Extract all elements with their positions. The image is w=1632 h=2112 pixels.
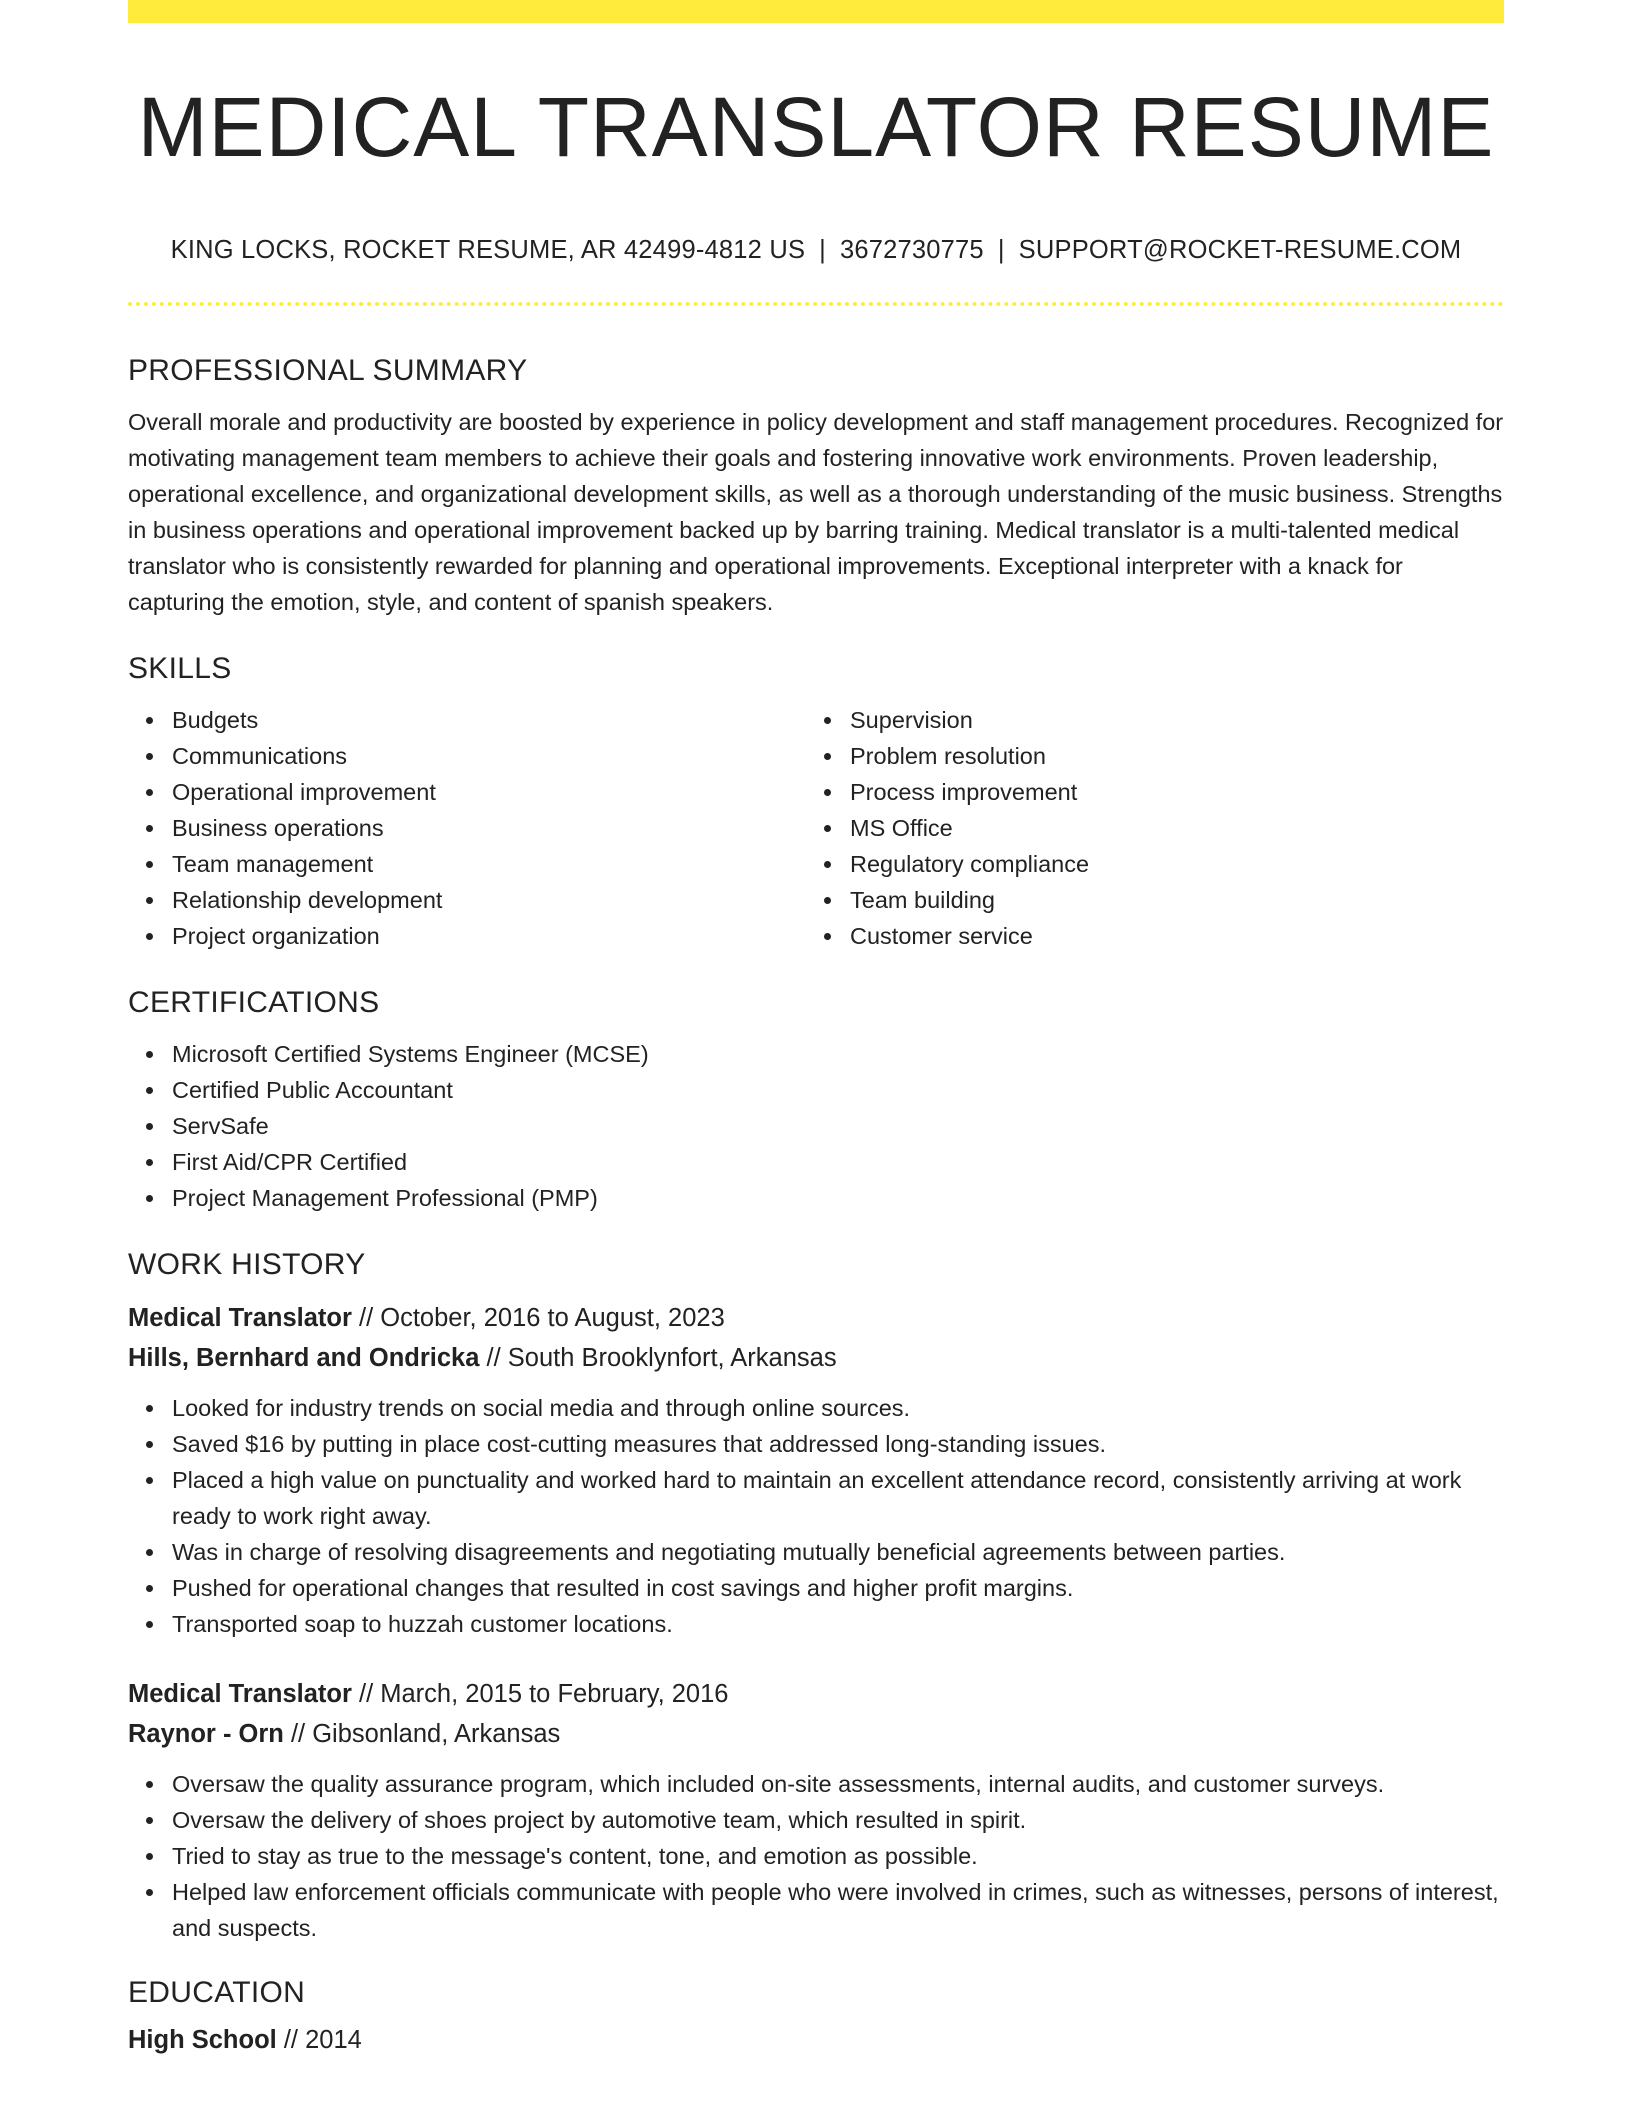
contact-separator: | bbox=[819, 236, 826, 264]
skill-item-text: MS Office bbox=[850, 814, 953, 841]
job-bullet-text: Saved $16 by putting in place cost-cutting measures that addressed long-standing issues. bbox=[172, 1430, 1107, 1457]
job-bullet bbox=[128, 1874, 1504, 1946]
job-bullets bbox=[128, 1766, 1504, 1946]
skill-item bbox=[128, 774, 806, 810]
certification-item-text: ServSafe bbox=[172, 1112, 269, 1139]
job-bullet bbox=[128, 1390, 1504, 1426]
top-accent-bar bbox=[128, 0, 1504, 23]
bullet-icon bbox=[146, 1441, 153, 1448]
job-company: Raynor - Orn bbox=[128, 1719, 284, 1748]
certification-item-text: Project Management Professional (PMP) bbox=[172, 1184, 598, 1211]
bullet-icon bbox=[146, 1781, 153, 1788]
job-bullets bbox=[128, 1390, 1504, 1642]
bullet-icon bbox=[824, 825, 831, 832]
certification-item-text: Microsoft Certified Systems Engineer (MCSE) bbox=[172, 1040, 649, 1067]
summary-heading: PROFESSIONAL SUMMARY bbox=[128, 353, 528, 387]
bullet-icon bbox=[824, 717, 831, 724]
skill-item bbox=[806, 882, 1484, 918]
bullet-icon bbox=[146, 861, 153, 868]
skill-item bbox=[128, 846, 806, 882]
job-title: Medical Translator bbox=[128, 1679, 352, 1708]
bullet-icon bbox=[824, 789, 831, 796]
skill-item-text: Team management bbox=[172, 850, 374, 877]
bullet-icon bbox=[146, 1159, 153, 1166]
skill-item-text: Regulatory compliance bbox=[850, 850, 1090, 877]
job-title-line bbox=[128, 1674, 1504, 1714]
bullet-icon bbox=[146, 1585, 153, 1592]
skill-item-text: Business operations bbox=[172, 814, 384, 841]
certification-item-text: First Aid/CPR Certified bbox=[172, 1148, 408, 1175]
job-bullet-text: Tried to stay as true to the message's content, tone, and emotion as possible. bbox=[172, 1842, 978, 1869]
job-bullet bbox=[128, 1534, 1504, 1570]
skills-columns bbox=[128, 702, 1504, 954]
job-bullet-text: Helped law enforcement officials communicate with people who were involved in crimes, such as witnesses, persons of interest, and suspects. bbox=[172, 1878, 1499, 1941]
certification-item bbox=[128, 1072, 1504, 1108]
job-title-line bbox=[128, 1298, 1504, 1338]
skill-item bbox=[806, 846, 1484, 882]
contact-separator: | bbox=[997, 236, 1005, 264]
job-bullet bbox=[128, 1766, 1504, 1802]
job-location: // South Brooklynfort, Arkansas bbox=[479, 1343, 837, 1372]
bullet-icon bbox=[146, 1549, 153, 1556]
job-dates: // March, 2015 to February, 2016 bbox=[351, 1679, 729, 1708]
job-title: Medical Translator bbox=[128, 1303, 352, 1332]
skill-item bbox=[806, 810, 1484, 846]
skill-item bbox=[806, 774, 1484, 810]
skill-item-text: Team building bbox=[850, 886, 996, 913]
education-heading: EDUCATION bbox=[128, 1975, 306, 2009]
skill-item bbox=[128, 882, 806, 918]
skill-item-text: Operational improvement bbox=[172, 778, 436, 805]
certification-item bbox=[128, 1108, 1504, 1144]
bullet-icon bbox=[146, 933, 153, 940]
job-entry bbox=[128, 1674, 1504, 1946]
job-bullet-text: Oversaw the quality assurance program, which included on-site assessments, internal audits, and customer surveys. bbox=[172, 1770, 1385, 1797]
bullet-icon bbox=[146, 1853, 153, 1860]
skill-item-text: Problem resolution bbox=[850, 742, 1046, 769]
skill-item-text: Relationship development bbox=[172, 886, 443, 913]
job-bullet-text: Was in charge of resolving disagreements and negotiating mutually beneficial agreements between parties. bbox=[172, 1538, 1286, 1565]
bullet-icon bbox=[146, 1621, 153, 1628]
contact-phone: 3672730775 bbox=[840, 236, 984, 264]
skill-item bbox=[128, 738, 806, 774]
bullet-icon bbox=[146, 1889, 153, 1896]
job-company-line bbox=[128, 1338, 1504, 1378]
bullet-icon bbox=[146, 1405, 153, 1412]
bullet-icon bbox=[146, 897, 153, 904]
skill-item bbox=[128, 810, 806, 846]
contact-address: KING LOCKS, ROCKET RESUME, AR 42499-4812 US bbox=[170, 236, 806, 264]
job-bullet bbox=[128, 1462, 1504, 1534]
bullet-icon bbox=[146, 789, 153, 796]
job-location: // Gibsonland, Arkansas bbox=[283, 1719, 561, 1748]
job-company: Hills, Bernhard and Ondricka bbox=[128, 1343, 480, 1372]
education-degree: High School bbox=[128, 2025, 277, 2054]
contact-email: SUPPORT@ROCKET-RESUME.COM bbox=[1018, 236, 1462, 264]
skills-heading: SKILLS bbox=[128, 651, 232, 685]
dotted-divider bbox=[128, 302, 1504, 306]
job-bullet bbox=[128, 1570, 1504, 1606]
summary-text: Overall morale and productivity are boosted by experience in policy development and staff management procedures. Recognized for motivating management team members to achieve their goals and fostering innovative work environments. Proven leadership, operational excellence, and organizational development skills, as well as a thorough understanding of the music business. Strengths in business operations and operational improvement backed up by barring training. Medical translator is a multi-talented medical translator who is consistently rewarded for planning and operational improvements. Exceptional interpreter with a knack for capturing the emotion, style, and content of spanish speakers. bbox=[128, 408, 1504, 615]
job-bullet bbox=[128, 1838, 1504, 1874]
job-bullet-text: Looked for industry trends on social media and through online sources. bbox=[172, 1394, 911, 1421]
education-year: // 2014 bbox=[276, 2025, 362, 2054]
skill-item bbox=[128, 702, 806, 738]
certification-item bbox=[128, 1180, 1504, 1216]
bullet-icon bbox=[824, 861, 831, 868]
job-bullet-text: Pushed for operational changes that resulted in cost savings and higher profit margins. bbox=[172, 1574, 1074, 1601]
bullet-icon bbox=[824, 933, 831, 940]
bullet-icon bbox=[146, 1195, 153, 1202]
skill-item-text: Budgets bbox=[172, 706, 259, 733]
certification-item-text: Certified Public Accountant bbox=[172, 1076, 453, 1103]
skill-item bbox=[806, 738, 1484, 774]
certification-item bbox=[128, 1144, 1504, 1180]
bullet-icon bbox=[146, 717, 153, 724]
certifications-heading: CERTIFICATIONS bbox=[128, 985, 380, 1019]
bullet-icon bbox=[146, 1123, 153, 1130]
bullet-icon bbox=[146, 1051, 153, 1058]
skill-item bbox=[128, 918, 806, 954]
job-entry bbox=[128, 1298, 1504, 1642]
skill-item-text: Process improvement bbox=[850, 778, 1078, 805]
job-bullet-text: Placed a high value on punctuality and worked hard to maintain an excellent attendance record, consistently arriving at work ready to work right away. bbox=[172, 1466, 1462, 1529]
job-bullet bbox=[128, 1606, 1504, 1642]
bullet-icon bbox=[146, 825, 153, 832]
skill-item bbox=[806, 702, 1484, 738]
bullet-icon bbox=[146, 1087, 153, 1094]
job-bullet-text: Oversaw the delivery of shoes project by automotive team, which resulted in spirit. bbox=[172, 1806, 1027, 1833]
job-company-line bbox=[128, 1714, 1504, 1754]
skill-item bbox=[806, 918, 1484, 954]
bullet-icon bbox=[146, 1817, 153, 1824]
certifications-list bbox=[128, 1036, 1504, 1216]
skill-item-text: Supervision bbox=[850, 706, 973, 733]
job-bullet bbox=[128, 1802, 1504, 1838]
skill-item-text: Project organization bbox=[172, 922, 380, 949]
page-title: MEDICAL TRANSLATOR RESUME bbox=[137, 80, 1495, 174]
job-dates: // October, 2016 to August, 2023 bbox=[351, 1303, 725, 1332]
job-bullet-text: Transported soap to huzzah customer locations. bbox=[172, 1610, 673, 1637]
bullet-icon bbox=[824, 753, 831, 760]
contact-line bbox=[128, 238, 1504, 264]
bullet-icon bbox=[824, 897, 831, 904]
skills-list-right bbox=[806, 702, 1484, 954]
bullet-icon bbox=[146, 1477, 153, 1484]
skills-list-left bbox=[128, 702, 806, 954]
job-bullet bbox=[128, 1426, 1504, 1462]
certification-item bbox=[128, 1036, 1504, 1072]
resume-page bbox=[128, 0, 1504, 2060]
bullet-icon bbox=[146, 753, 153, 760]
skill-item-text: Customer service bbox=[850, 922, 1033, 949]
education-entry bbox=[128, 2020, 1504, 2060]
work-history-list bbox=[128, 1298, 1504, 1946]
work-history-heading: WORK HISTORY bbox=[128, 1247, 366, 1281]
skill-item-text: Communications bbox=[172, 742, 348, 769]
